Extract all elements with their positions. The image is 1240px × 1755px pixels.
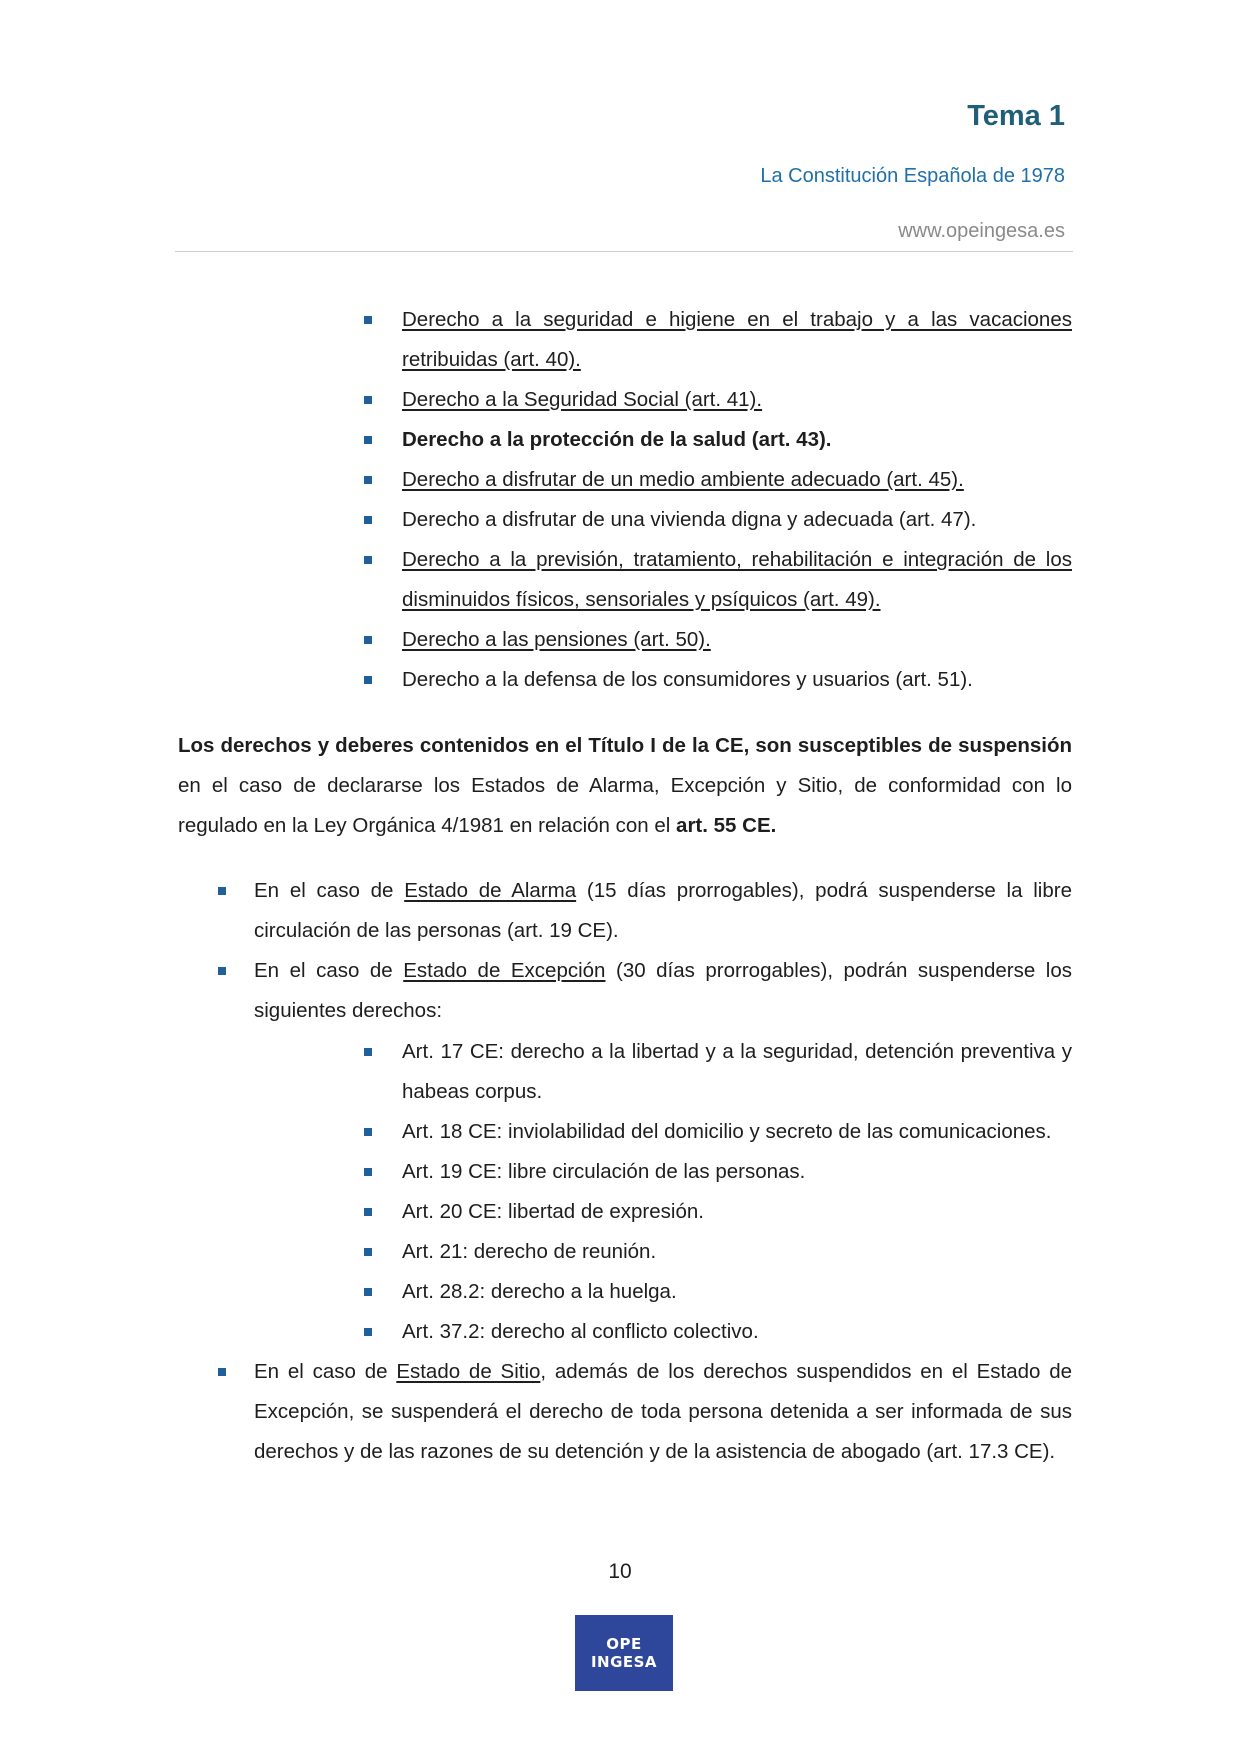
list-item	[402, 420, 1072, 460]
list-item-text: Art. 37.2: derecho al conflicto colectivo.	[402, 1320, 759, 1343]
list-item	[402, 300, 1072, 380]
list-item	[402, 1272, 1072, 1312]
square-bullet-icon	[364, 436, 372, 444]
list-item	[402, 620, 1072, 660]
website-url: www.opeingesa.es	[898, 220, 1065, 242]
suspension-paragraph	[178, 726, 1072, 846]
estado-alarma-term: Estado de Alarma	[404, 879, 577, 902]
list-item-text: Art. 20 CE: libertad de expresión.	[402, 1200, 704, 1223]
list-item	[402, 660, 1072, 700]
square-bullet-icon	[364, 1128, 372, 1136]
ope-ingesa-logo	[575, 1615, 673, 1691]
estado-excepcion-term: Estado de Excepción	[403, 959, 606, 982]
estado-excepcion-item	[254, 951, 1072, 1031]
document-title: Tema 1	[967, 100, 1065, 132]
item-text: , además de los derechos suspendidos en el Estado de Excepción, se suspenderá el derecho de toda persona detenida a ser informada de sus derechos y de las razones de su detención y de la asistencia de abogado (art. 17.3 CE).	[254, 1360, 1072, 1463]
list-item	[402, 1192, 1072, 1232]
square-bullet-icon	[364, 316, 372, 324]
square-bullet-icon	[364, 1288, 372, 1296]
list-item	[402, 380, 1072, 420]
list-item	[402, 460, 1072, 500]
estado-alarma-item	[254, 871, 1072, 951]
logo-line-2: INGESA	[590, 1653, 658, 1671]
list-item	[402, 1032, 1072, 1112]
square-bullet-icon	[364, 516, 372, 524]
square-bullet-icon	[364, 1248, 372, 1256]
item-text: (15 días prorrogables), podrá suspenderse la libre circulación de las personas (art. 19 CE).	[254, 879, 1072, 942]
paragraph-bold-lead: Los derechos y deberes contenidos en el Título I de la CE, son susceptibles de suspensión	[178, 734, 1072, 757]
item-prefix: En el caso de	[254, 879, 405, 902]
excepcion-rights-list	[402, 1032, 1072, 1352]
square-bullet-icon	[364, 1048, 372, 1056]
square-bullet-icon	[364, 396, 372, 404]
estado-sitio-list	[254, 1352, 1072, 1472]
logo-line-1: OPE	[606, 1635, 642, 1653]
list-item	[402, 500, 1072, 540]
list-item-text: Art. 21: derecho de reunión.	[402, 1240, 657, 1263]
list-item-text: Art. 19 CE: libre circulación de las personas.	[402, 1160, 806, 1183]
list-item-text: Derecho a disfrutar de una vivienda digna y adecuada (art. 47).	[402, 508, 977, 531]
estado-sitio-item	[254, 1352, 1072, 1472]
list-item-text: Art. 28.2: derecho a la huelga.	[402, 1280, 677, 1303]
estado-sitio-term: Estado de Sitio	[396, 1360, 541, 1383]
list-item-text: Derecho a la seguridad e higiene en el trabajo y a las vacaciones retribuidas (art. 40).	[402, 308, 1072, 371]
square-bullet-icon	[218, 1368, 226, 1376]
rights-list	[402, 300, 1072, 700]
item-prefix: En el caso de	[254, 959, 404, 982]
paragraph-text: en el caso de declararse los Estados de Alarma, Excepción y Sitio, de conformidad con lo regulado en la Ley Orgánica 4/1981 en relación con el	[178, 774, 1072, 837]
list-item	[402, 540, 1072, 620]
document-subtitle: La Constitución Española de 1978	[760, 165, 1065, 187]
item-prefix: En el caso de	[254, 1360, 397, 1383]
square-bullet-icon	[364, 556, 372, 564]
square-bullet-icon	[218, 887, 226, 895]
estados-list	[254, 871, 1072, 1031]
list-item-text: Derecho a la Seguridad Social (art. 41).	[402, 388, 763, 411]
item-text: (30 días prorrogables), podrán suspenderse los siguientes derechos:	[254, 959, 1072, 1022]
list-item	[402, 1112, 1072, 1152]
header-divider	[175, 251, 1073, 252]
list-item-text: Derecho a disfrutar de un medio ambiente adecuado (art. 45).	[402, 468, 964, 491]
paragraph-bold-ref: art. 55 CE.	[676, 814, 777, 837]
square-bullet-icon	[364, 636, 372, 644]
list-item-text: Derecho a la defensa de los consumidores y usuarios (art. 51).	[402, 668, 973, 691]
square-bullet-icon	[364, 1168, 372, 1176]
list-item-text: Derecho a la previsión, tratamiento, rehabilitación e integración de los disminuidos físicos, sensoriales y psíquicos (art. 49).	[402, 548, 1072, 611]
list-item	[402, 1152, 1072, 1192]
page-number: 10	[608, 1560, 632, 1583]
square-bullet-icon	[364, 1208, 372, 1216]
list-item	[402, 1232, 1072, 1272]
list-item-text: Derecho a las pensiones (art. 50).	[402, 628, 711, 651]
square-bullet-icon	[364, 476, 372, 484]
list-item-text: Art. 17 CE: derecho a la libertad y a la seguridad, detención preventiva y habeas corpus.	[402, 1040, 1072, 1103]
square-bullet-icon	[364, 1328, 372, 1336]
square-bullet-icon	[218, 967, 226, 975]
list-item-text: Art. 18 CE: inviolabilidad del domicilio y secreto de las comunicaciones.	[402, 1120, 1052, 1143]
square-bullet-icon	[364, 676, 372, 684]
list-item	[402, 1312, 1072, 1352]
list-item-text: Derecho a la protección de la salud (art. 43).	[402, 428, 832, 451]
